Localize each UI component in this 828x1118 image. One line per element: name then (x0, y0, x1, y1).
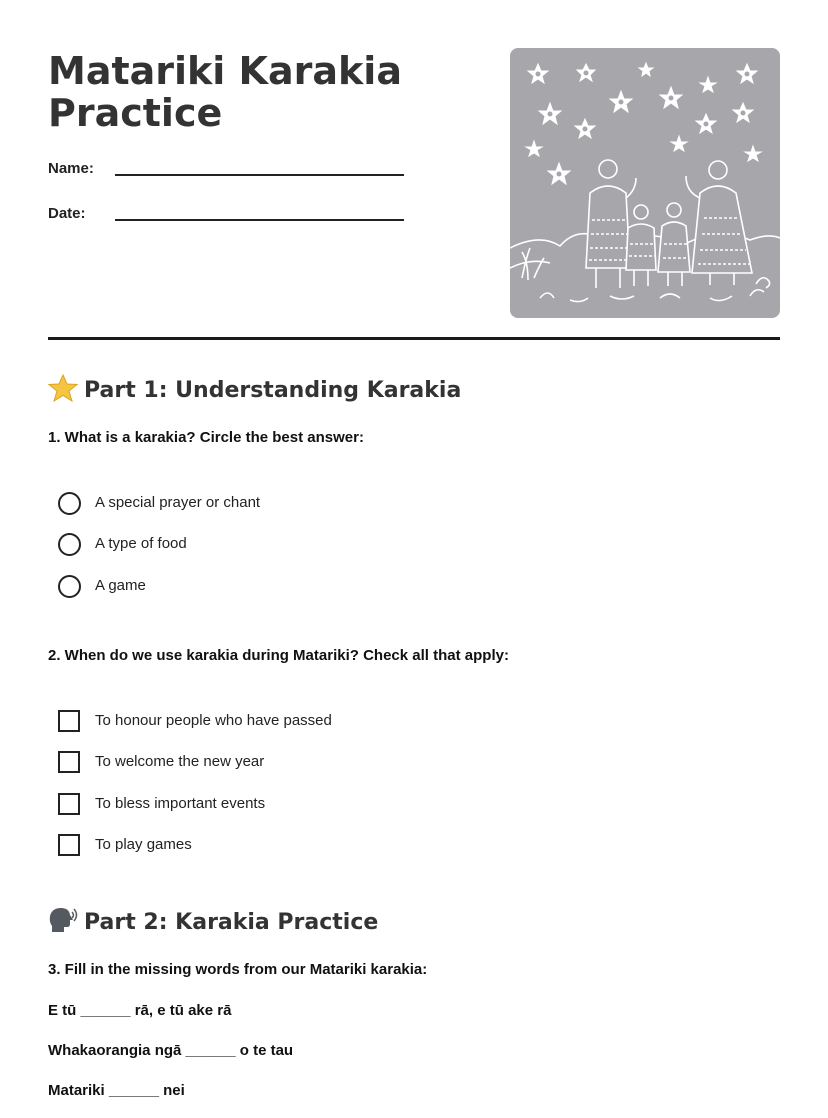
star-icon (745, 146, 761, 161)
karakia-line-3[interactable]: Matariki ______ nei (48, 1082, 185, 1099)
star-icon (660, 87, 682, 108)
question-1-prompt: 1. What is a karakia? Circle the best answer: (48, 429, 364, 446)
star-icon (526, 141, 542, 156)
name-label: Name: (48, 160, 94, 177)
star-icon (528, 64, 548, 83)
star-icon (48, 374, 78, 402)
part1-heading (48, 374, 461, 403)
figure-woman (686, 161, 752, 285)
q2-option-4-label: To play games (95, 836, 192, 853)
karakia-line-2[interactable]: Whakaorangia ngā ______ o te tau (48, 1042, 294, 1059)
figure-child-left (626, 205, 656, 286)
q1-option-2-label: A type of food (95, 535, 187, 552)
checkbox[interactable] (58, 710, 80, 732)
matariki-illustration (510, 48, 780, 318)
q2-option-1-label: To honour people who have passed (95, 712, 332, 729)
q1-option-1-label: A special prayer or chant (95, 494, 261, 511)
radio-circle[interactable] (58, 492, 81, 515)
star-icon (733, 103, 753, 122)
star-icon (575, 119, 595, 138)
question-3-prompt: 3. Fill in the missing words from our Matariki karakia: (48, 961, 428, 978)
figure-child-right (658, 203, 690, 286)
question-2-prompt: 2. When do we use karakia during Matariki? Check all that apply: (48, 647, 509, 664)
star-icon (639, 63, 653, 76)
checkbox[interactable] (58, 834, 80, 856)
date-label: Date: (48, 205, 86, 222)
karakia-line-1[interactable]: E tū ______ rā, e tū ake rā (48, 1002, 232, 1019)
part2-heading-text: Part 2: Karakia Practice (84, 910, 379, 935)
star-icon (737, 64, 757, 83)
date-field (48, 205, 408, 227)
star-icon (548, 163, 570, 184)
name-write-line[interactable] (115, 174, 404, 176)
q2-option-3-label: To bless important events (95, 795, 266, 812)
star-icon (610, 91, 632, 112)
header-divider (48, 337, 780, 340)
q1-option-3-label: A game (95, 577, 146, 594)
star-icon (696, 114, 716, 133)
part1-heading-text: Part 1: Understanding Karakia (84, 378, 462, 403)
checkbox[interactable] (58, 793, 80, 815)
star-icon (700, 77, 716, 92)
speaking-head-icon (48, 906, 78, 934)
part2-heading (48, 906, 378, 935)
checkbox[interactable] (58, 751, 80, 773)
star-icon (671, 136, 687, 151)
date-write-line[interactable] (115, 219, 404, 221)
page-title: Matariki Karakia Practice (48, 49, 402, 135)
name-field (48, 160, 408, 182)
family-under-stars-image (510, 48, 780, 318)
radio-circle[interactable] (58, 533, 81, 556)
star-icon (577, 64, 595, 81)
star-icon (539, 103, 561, 124)
radio-circle[interactable] (58, 575, 81, 598)
q2-option-2-label: To welcome the new year (95, 753, 265, 770)
